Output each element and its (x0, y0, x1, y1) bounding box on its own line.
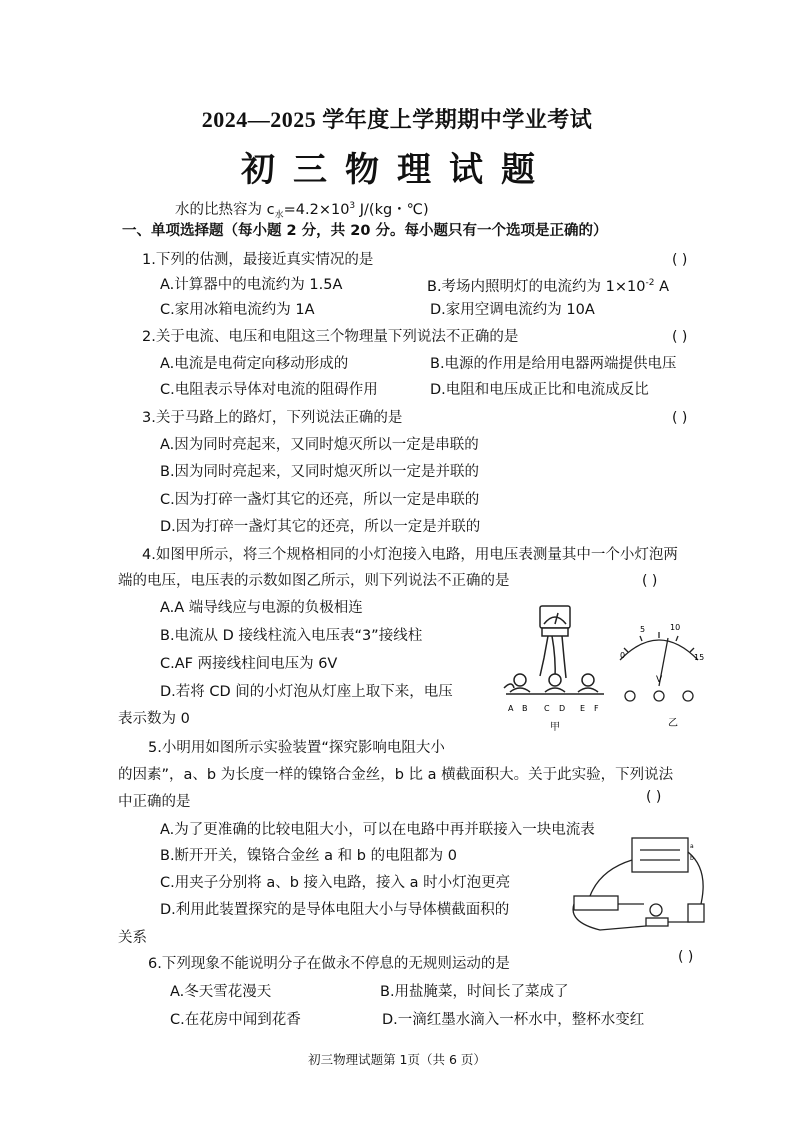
q6-option-b: B.用盐腌菜，时间长了菜成了 (380, 984, 569, 1000)
q3-option-c: C.因为打碎一盏灯其它的还亮，所以一定是串联的 (160, 492, 480, 508)
q2-option-d: D.电阻和电压成正比和电流成反比 (430, 382, 649, 398)
exam-title: 2024—2025 学年度上学期期中学业考试 (201, 107, 593, 132)
q4-option-d-line2: 表示数为 0 (118, 711, 190, 727)
figure-jia-caption: 甲 (550, 722, 560, 733)
terminal-label: F (594, 704, 599, 713)
q1-option-a: A.计算器中的电流约为 1.5A (160, 277, 343, 293)
q1-option-b: B.考场内照明灯的电流约为 $1\times 10^{-2}$ A (427, 278, 670, 295)
question-5-stem-line1: 5.小明用如图所示实验装置“探究影响电阻大小 (148, 740, 445, 756)
exam-subject-title: 初三物理试题 (241, 150, 553, 190)
terminal-label: D (559, 704, 566, 713)
dial-tick-label: 15 (694, 653, 705, 662)
question-4-stem-line1: 4.如图甲所示，将三个规格相同的小灯泡接入电路，用电压表测量其中一个小灯泡两 (142, 547, 678, 563)
answer-paren-1: ( ) (672, 252, 688, 268)
q6-option-c: C.在花房中闻到花香 (170, 1012, 301, 1028)
q6-option-d: D.一滴红墨水滴入一杯水中，整杯水变红 (382, 1012, 645, 1028)
terminal-label: A (508, 704, 514, 713)
page-footer: 初三物理试题第 1页（共 6 页） (308, 1052, 486, 1067)
q4-option-d-line1: D.若将 CD 间的小灯泡从灯座上取下来，电压 (160, 684, 453, 700)
terminal-label: C (544, 704, 550, 713)
question-2-stem: 2.关于电流、电压和电阻这三个物理量下列说法不正确的是 (142, 329, 519, 345)
question-3-stem: 3.关于马路上的路灯，下列说法正确的是 (142, 410, 403, 426)
q5-option-b: B.断开开关，镍铬合金丝 a 和 b 的电阻都为 0 (160, 848, 457, 864)
answer-paren-6: ( ) (678, 949, 694, 965)
q4-option-c: C.AF 两接线柱间电压为 6V (160, 656, 338, 672)
question-1-stem: 1.下列的估测，最接近真实情况的是 (142, 252, 374, 268)
answer-paren-4: ( ) (642, 573, 658, 589)
q4-option-b: B.电流从 D 接线柱流入电压表“3”接线柱 (160, 628, 423, 644)
wire-label-a: a (690, 843, 694, 850)
q5-option-d-line1: D.利用此装置探究的是导体电阻大小与导体横截面积的 (160, 902, 510, 918)
q5-option-d-line2: 关系 (118, 930, 147, 946)
wire-label-b: b (690, 855, 694, 862)
terminal-label: E (580, 704, 586, 713)
dial-tick-label: 10 (670, 623, 681, 632)
q3-option-b: B.因为同时亮起来，又同时熄灭所以一定是并联的 (160, 464, 480, 480)
q1-option-d: D.家用空调电流约为 10A (430, 302, 595, 318)
q6-option-a: A.冬天雪花漫天 (170, 984, 272, 1000)
question-4-stem-line2: 端的电压，电压表的示数如图乙所示，则下列说法不正确的是 (118, 573, 510, 589)
q2-option-c: C.电阻表示导体对电流的阻碍作用 (160, 382, 378, 398)
figure-jia-circuit (500, 598, 612, 738)
figure-yi-caption: 乙 (668, 718, 678, 729)
q2-option-a: A.电流是电荷定向移动形成的 (160, 356, 349, 372)
answer-paren-5: ( ) (646, 789, 662, 805)
q4-option-a: A.A 端导线应与电源的负极相连 (160, 600, 363, 616)
dial-tick-label: 5 (640, 625, 646, 634)
q3-option-a: A.因为同时亮起来，又同时熄灭所以一定是串联的 (160, 437, 479, 453)
q5-option-a: A.为了更准确的比较电阻大小，可以在电路中再并联接入一块电流表 (160, 822, 595, 838)
question-5-stem-line2: 的因素”，a、b 为长度一样的镍铬合金丝，b 比 a 横截面积大。关于此实验，下列说法 (118, 767, 674, 783)
q3-option-d: D.因为打碎一盏灯其它的还亮，所以一定是并联的 (160, 519, 481, 535)
figure-yi-voltmeter-dial (612, 608, 706, 738)
specific-heat-note: 水的比热容为 $c_水=4.2\times 10^3$ J/(kg・℃) (175, 201, 429, 221)
question-5-stem-line3: 中正确的是 (118, 794, 191, 810)
answer-paren-2: ( ) (672, 329, 688, 345)
answer-paren-3: ( ) (672, 410, 688, 426)
section-heading: 一、单项选择题（每小题 2 分，共 20 分。每小题只有一个选项是正确的） (122, 223, 608, 239)
question-6-stem: 6.下列现象不能说明分子在做永不停息的无规则运动的是 (148, 956, 510, 972)
dial-tick-label: 0 (620, 651, 626, 660)
terminal-label: B (522, 704, 528, 713)
terminal-labels (508, 704, 599, 713)
dial-unit-label: V (656, 675, 663, 685)
figure-resistance-apparatus (560, 830, 720, 940)
q5-option-c: C.用夹子分别将 a、b 接入电路，接入 a 时小灯泡更亮 (160, 875, 511, 891)
q1-option-c: C.家用冰箱电流约为 1A (160, 302, 315, 318)
q2-option-b: B.电源的作用是给用电器两端提供电压 (430, 356, 677, 372)
